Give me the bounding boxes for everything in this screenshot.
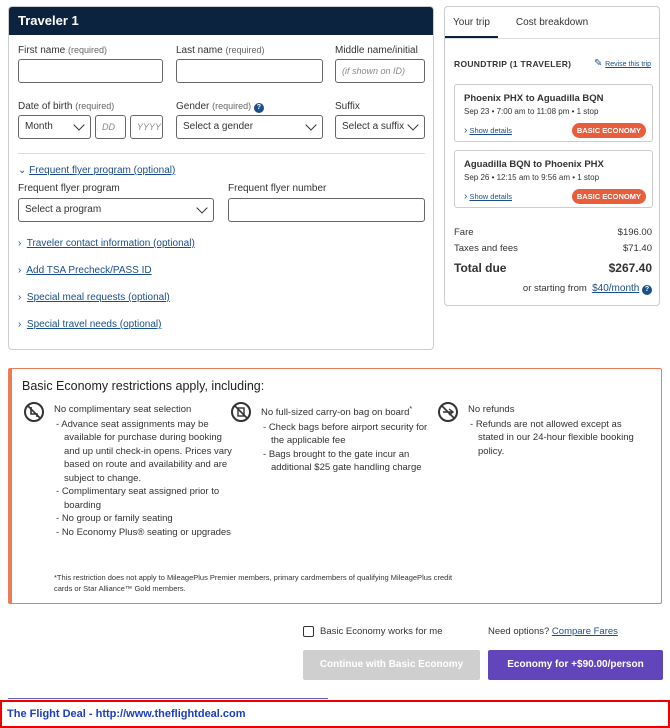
footer-banner <box>0 700 670 728</box>
segment-detail: Sep 23 • 7:00 am to 11:08 pm • 1 stop <box>464 107 599 116</box>
trip-tabs <box>445 7 659 39</box>
middle-name-input[interactable]: (if shown on ID) <box>335 59 425 83</box>
refund-item: - Refunds are not allowed except as stated in our 24-hour flexible booking policy. <box>470 418 634 457</box>
fare-label: Fare <box>454 227 474 238</box>
revise-trip-link[interactable]: ✎ Revise this trip <box>594 58 652 69</box>
last-name-input[interactable] <box>176 59 323 83</box>
trip-summary-card <box>444 6 660 306</box>
chevron-down-icon <box>196 202 207 213</box>
segment-return <box>454 150 653 208</box>
monthly-link[interactable]: $40/month <box>592 283 640 294</box>
restrictions-footnote: *This restriction does not apply to MileagePlus Premier members, primary cardmembers of qualifying MileagePlus credit cards or Star Alliance™ Gold members. <box>54 573 453 593</box>
ffp-select[interactable]: Select a program <box>18 198 214 222</box>
continue-basic-economy-button[interactable]: Continue with Basic Economy <box>303 650 480 680</box>
monthly-option: or starting from $40/month ? <box>523 283 652 295</box>
seat-item: - Advance seat assignments may be available for purchase during booking and up until check-in opens. Prices vary based on route and availability and are subject to change. <box>56 418 232 484</box>
suffix-label: Suffix <box>335 101 360 112</box>
meal-link[interactable]: › Special meal requests (optional) <box>18 292 170 303</box>
info-icon[interactable]: ? <box>642 285 652 295</box>
seat-heading: No complimentary seat selection <box>54 404 192 415</box>
chevron-down-icon <box>305 119 316 130</box>
dob-label: Date of birth (required) <box>18 101 115 112</box>
dob-year-input[interactable]: YYYY <box>130 115 163 139</box>
dob-month-select[interactable]: Month <box>18 115 91 139</box>
restrictions-panel <box>8 368 662 604</box>
refund-restriction <box>468 403 648 458</box>
restrictions-title: Basic Economy restrictions apply, including: <box>22 379 265 393</box>
seat-item: - No Economy Plus® seating or upgrades <box>56 526 231 538</box>
chevron-down-icon <box>407 119 418 130</box>
refund-heading: No refunds <box>468 404 515 415</box>
tsa-link[interactable]: › Add TSA Precheck/PASS ID <box>18 265 152 276</box>
traveler-form-card <box>8 6 434 350</box>
middle-name-label: Middle name/initial <box>335 45 418 56</box>
no-seat-icon <box>24 402 44 422</box>
travel-needs-link[interactable]: › Special travel needs (optional) <box>18 319 162 330</box>
show-details-link[interactable]: › Show details <box>464 125 512 136</box>
footer-text: The Flight Deal - http://www.theflightdeal.com <box>7 708 246 720</box>
edit-icon: ✎ <box>594 58 603 69</box>
seat-item: - Complimentary seat assigned prior to boarding <box>56 486 220 511</box>
segment-route: Aguadilla BQN to Phoenix PHX <box>464 159 604 170</box>
basic-economy-checkbox[interactable] <box>303 626 314 637</box>
bag-item: - Bags brought to the gate incur an additional $25 gate handling charge <box>263 448 422 474</box>
taxes-label: Taxes and fees <box>454 243 518 254</box>
no-bag-icon <box>231 402 251 422</box>
fare-value: $196.00 <box>617 227 652 238</box>
seat-restriction <box>54 403 234 539</box>
ffn-label: Frequent flyer number <box>228 183 327 194</box>
chevron-right-icon: › <box>18 265 22 276</box>
bag-item: - Check bags before airport security for the applicable fee <box>263 421 428 447</box>
checkbox-label: Basic Economy works for me <box>320 626 443 637</box>
show-details-link[interactable]: › Show details <box>464 191 512 202</box>
roundtrip-label: ROUNDTRIP (1 TRAVELER) <box>454 59 572 69</box>
bag-heading: No full-sized carry-on bag on board* <box>261 406 413 419</box>
chevron-down-icon <box>73 119 84 130</box>
chevron-right-icon: › <box>18 292 22 303</box>
segment-detail: Sep 26 • 12:15 am to 9:56 am • 1 stop <box>464 173 600 182</box>
segment-outbound <box>454 84 653 142</box>
first-name-input[interactable] <box>18 59 163 83</box>
divider <box>18 153 425 154</box>
segment-route: Phoenix PHX to Aguadilla BQN <box>464 93 604 104</box>
seat-item: - No group or family seating <box>56 513 173 524</box>
upgrade-economy-button[interactable]: Economy for +$90.00/person <box>488 650 663 680</box>
compare-fares-link[interactable]: Compare Fares <box>551 626 618 637</box>
contact-info-link[interactable]: › Traveler contact information (optional) <box>18 238 195 249</box>
total-value: $267.40 <box>608 261 652 275</box>
tab-your-trip[interactable]: Your trip <box>445 7 498 38</box>
chevron-right-icon: › <box>18 319 22 330</box>
chevron-down-icon: ⌄ <box>18 165 27 176</box>
gender-select[interactable]: Select a gender <box>176 115 323 139</box>
need-options: Need options? Compare Fares <box>488 626 618 637</box>
taxes-value: $71.40 <box>622 243 652 254</box>
basic-economy-badge: BASIC ECONOMY <box>572 189 646 204</box>
total-label: Total due <box>454 261 507 275</box>
chevron-right-icon: › <box>18 238 22 249</box>
info-icon[interactable]: ? <box>254 103 264 113</box>
ffp-label: Frequent flyer program <box>18 183 120 194</box>
first-name-label: First name (required) <box>18 45 108 56</box>
suffix-select[interactable]: Select a suffix <box>335 115 425 139</box>
last-name-label: Last name (required) <box>176 45 265 56</box>
divider <box>8 698 328 699</box>
basic-economy-checkbox-row[interactable] <box>303 626 442 637</box>
traveler-title: Traveler 1 <box>9 7 433 35</box>
tab-cost-breakdown[interactable]: Cost breakdown <box>515 17 589 28</box>
no-refund-icon <box>438 402 458 422</box>
dob-day-input[interactable]: DD <box>95 115 126 139</box>
basic-economy-badge: BASIC ECONOMY <box>572 123 646 138</box>
ffn-input[interactable] <box>228 198 425 222</box>
gender-label: Gender (required) ? <box>176 101 264 113</box>
bag-restriction <box>261 403 441 475</box>
ffp-toggle[interactable]: ⌄ Frequent flyer program (optional) <box>18 165 176 176</box>
